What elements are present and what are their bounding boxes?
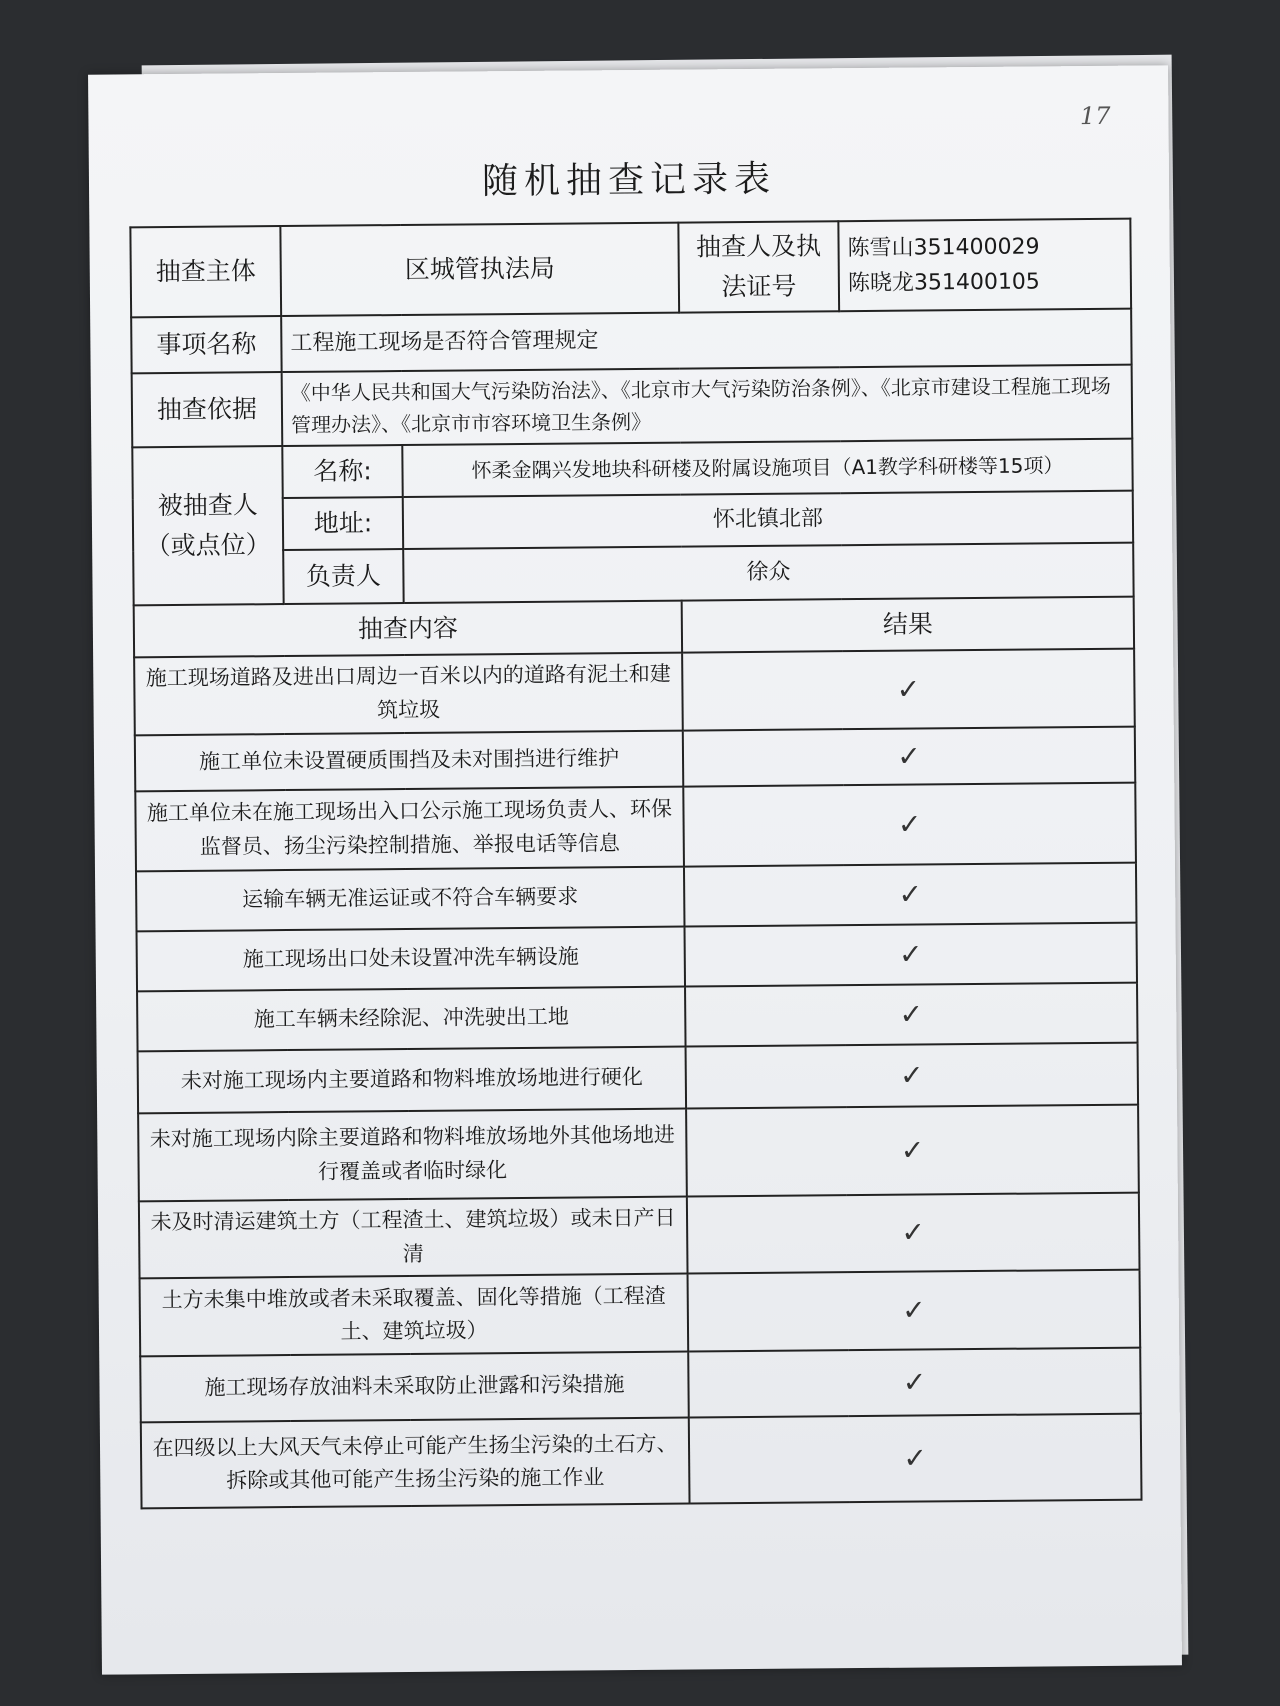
check-item-result	[682, 649, 1135, 731]
check-item-result	[684, 863, 1137, 927]
check-item-text: 未及时清运建筑土方（工程渣土、建筑垃圾）或未日产日清	[139, 1197, 688, 1279]
subject-label: 抽查主体	[130, 226, 281, 317]
basis-value: 《中华人民共和国大气污染防治法》、《北京市大气污染防治条例》、《北京市建设工程施工现场管理办法》、《北京市市容环境卫生条例》	[282, 365, 1133, 446]
record-sheet	[88, 65, 1182, 1674]
inspector-list	[838, 219, 1131, 312]
check-item-result	[688, 1348, 1141, 1418]
person-label: 负责人	[283, 549, 403, 604]
name-value: 怀柔金隅兴发地块科研楼及附属设施项目（A1教学科研楼等15项）	[402, 439, 1132, 497]
address-label: 地址:	[283, 497, 403, 550]
checkmark-icon: ✓	[901, 1215, 926, 1249]
checkmark-icon: ✓	[899, 997, 924, 1031]
checkmark-icon: ✓	[897, 739, 921, 773]
checkmark-icon: ✓	[901, 1293, 926, 1327]
check-item-result	[683, 783, 1136, 867]
check-item-row	[141, 1414, 1142, 1509]
check-items	[134, 649, 1141, 1509]
inspector-1: 陈雪山351400029	[847, 234, 1040, 261]
content-header: 抽查内容	[134, 601, 682, 658]
check-item-result	[683, 727, 1135, 787]
checkmark-icon: ✓	[897, 807, 922, 841]
checkmark-icon: ✓	[896, 672, 921, 706]
check-item-text: 施工车辆未经除泥、冲洗驶出工地	[137, 987, 686, 1052]
check-item-row	[140, 1348, 1141, 1423]
check-item-row	[137, 983, 1138, 1052]
result-header: 结果	[682, 597, 1134, 653]
check-item-row	[139, 1193, 1140, 1279]
record-table	[129, 218, 1142, 1510]
check-item-text: 土方未集中堆放或者未采取覆盖、固化等措施（工程渣土、建筑垃圾）	[140, 1274, 689, 1357]
page-number: 17	[1079, 101, 1111, 131]
check-item-result	[685, 983, 1138, 1047]
check-item-text: 施工现场出口处未设置冲洗车辆设施	[137, 927, 686, 992]
check-item-result	[686, 1105, 1139, 1197]
check-item-result	[689, 1414, 1142, 1504]
basis-label: 抽查依据	[132, 372, 283, 447]
check-item-row	[134, 649, 1135, 736]
check-item-result	[685, 923, 1138, 987]
check-item-row	[136, 863, 1137, 932]
check-item-row	[135, 727, 1135, 792]
check-item-text: 施工单位未设置硬质围挡及未对围挡进行维护	[135, 731, 683, 792]
checkmark-icon: ✓	[898, 937, 923, 971]
check-item-result	[688, 1270, 1141, 1352]
inspector-2: 陈晓龙351400105	[847, 269, 1040, 297]
address-value: 怀北镇北部	[403, 491, 1133, 549]
person-value: 徐众	[403, 543, 1133, 603]
check-item-row	[137, 923, 1138, 992]
document-title: 随机抽查记录表	[481, 158, 777, 203]
check-item-text: 未对施工现场内主要道路和物料堆放场地进行硬化	[138, 1047, 687, 1114]
check-item-row	[138, 1043, 1139, 1114]
inspector-label: 抽查人及执法证号	[678, 221, 839, 312]
check-item-row	[138, 1105, 1139, 1202]
inspected-party-label: 被抽查人（或点位）	[132, 446, 283, 605]
matter-value: 工程施工现场是否符合管理规定	[281, 309, 1131, 372]
check-item-text: 施工单位未在施工现场出入口公示施工现场负责人、环保监督员、扬尘污染控制措施、举报电话等信息	[135, 787, 684, 872]
check-item-result	[687, 1193, 1140, 1274]
matter-label: 事项名称	[131, 316, 281, 373]
name-label: 名称:	[282, 445, 402, 498]
checkmark-icon: ✓	[899, 1058, 924, 1092]
check-item-text: 运输车辆无准运证或不符合车辆要求	[136, 867, 685, 932]
check-item-text: 施工现场道路及进出口周边一百米以内的道路有泥土和建筑垃圾	[134, 653, 683, 736]
check-item-row	[135, 783, 1136, 872]
check-item-result	[686, 1043, 1139, 1109]
checkmark-icon: ✓	[902, 1365, 927, 1399]
check-item-text: 在四级以上大风天气未停止可能产生扬尘污染的土石方、拆除或其他可能产生扬尘污染的施工作业	[141, 1418, 690, 1509]
check-item-text: 未对施工现场内除主要道路和物料堆放场地外其他场地进行覆盖或者临时绿化	[138, 1109, 687, 1202]
check-item-row	[140, 1270, 1141, 1357]
checkmark-icon: ✓	[898, 877, 923, 911]
checkmark-icon: ✓	[903, 1441, 928, 1475]
checkmark-icon: ✓	[900, 1133, 925, 1167]
check-item-text: 施工现场存放油料未采取防止泄露和污染措施	[140, 1352, 689, 1423]
subject-value: 区城管执法局	[280, 223, 679, 316]
